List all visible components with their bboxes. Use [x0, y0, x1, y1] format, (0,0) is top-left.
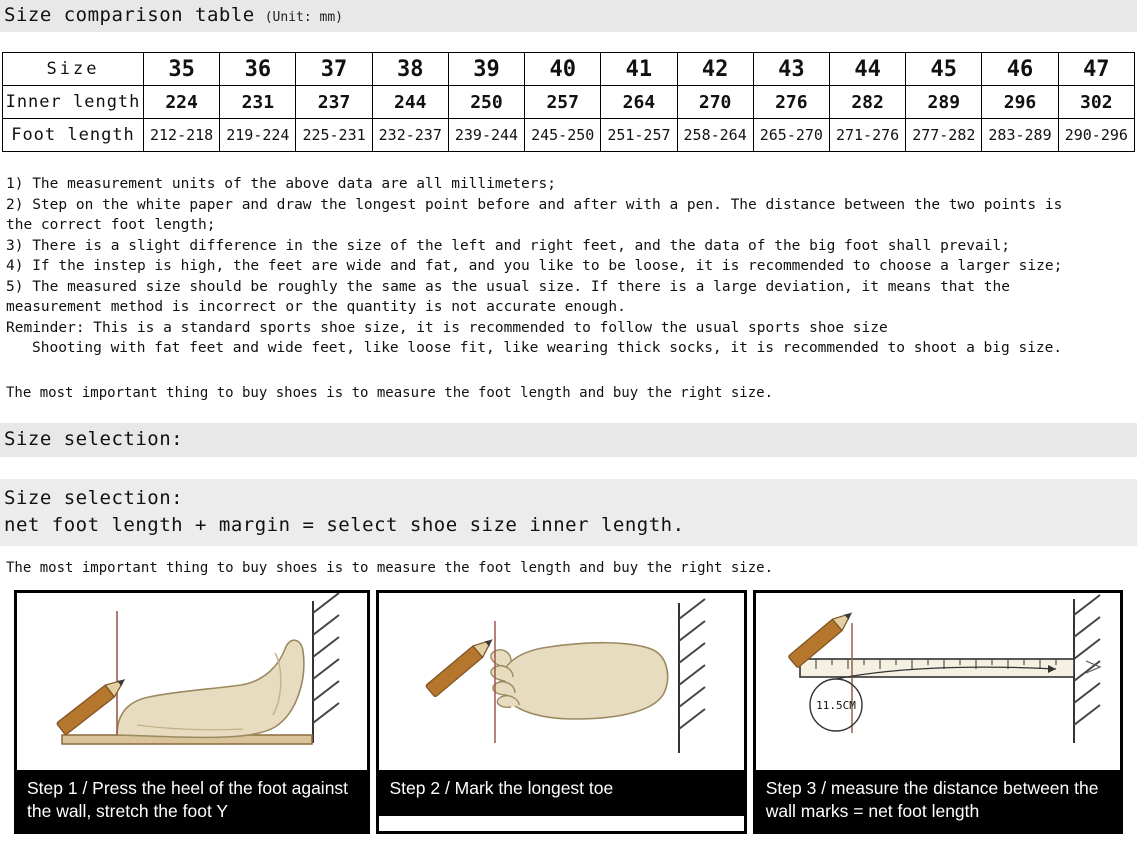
cell-foot-length: 265-270 — [753, 119, 829, 152]
cell-foot-length: 251-257 — [601, 119, 677, 152]
cell-size: 37 — [296, 53, 372, 86]
table-row — [3, 86, 1135, 119]
step-card-3 — [753, 590, 1123, 834]
cell-foot-length: 290-296 — [1058, 119, 1134, 152]
cell-inner-length: 289 — [906, 86, 982, 119]
note-line: Reminder: This is a standard sports shoe size, it is recommended to follow the usual sports shoe size — [6, 319, 888, 336]
cell-size: 44 — [829, 53, 905, 86]
steps-row — [0, 590, 1137, 834]
note-line: Shooting with fat feet and wide feet, like loose fit, like wearing thick socks, it is recommended to shoot a big size. — [32, 340, 1063, 356]
cell-inner-length: 276 — [753, 86, 829, 119]
unit-label: (Unit: mm) — [264, 10, 343, 25]
foot-against-wall-illustration — [17, 593, 367, 770]
size-selection-formula-block — [0, 479, 1137, 546]
cell-size: 40 — [525, 53, 601, 86]
ruler-measure-label: 11.5CM — [815, 698, 856, 712]
cell-size: 42 — [677, 53, 753, 86]
cell-inner-length: 237 — [296, 86, 372, 119]
cell-size: 45 — [906, 53, 982, 86]
size-comparison-table — [2, 52, 1135, 152]
note-line: 5) The measured size should be roughly the same as the usual size. If there is a large deviation, it means that the — [6, 278, 1010, 295]
tagline-repeat: The most important thing to buy shoes is to measure the foot length and buy the right size. — [6, 559, 774, 576]
cell-inner-length: 270 — [677, 86, 753, 119]
size-selection-formula: net foot length + margin = select shoe size inner length. — [4, 513, 685, 536]
note-line: measurement method is incorrect or the quantity is not accurate enough. — [6, 299, 626, 315]
cell-size: 43 — [753, 53, 829, 86]
note-line: 3) There is a slight difference in the size of the left and right feet, and the data of the big foot shall prevail; — [6, 237, 1010, 254]
step-card-1 — [14, 590, 370, 834]
note-line: 4) If the instep is high, the feet are wide and fat, and you like to be loose, it is recommended to choose a larger size; — [6, 258, 1063, 274]
step-1-caption: Step 1 / Press the heel of the foot against the wall, stretch the foot Y — [17, 770, 367, 831]
step-2-illustration — [379, 593, 743, 770]
step-1-illustration — [17, 593, 367, 770]
mark-longest-toe-illustration — [379, 593, 743, 770]
measurement-notes — [0, 174, 1137, 359]
cell-foot-length: 245-250 — [525, 119, 601, 152]
size-selection-heading: Size selection: — [4, 486, 184, 509]
cell-inner-length: 302 — [1058, 86, 1134, 119]
cell-inner-length: 224 — [144, 86, 220, 119]
cell-foot-length: 212-218 — [144, 119, 220, 152]
cell-inner-length: 282 — [829, 86, 905, 119]
note-line: 1) The measurement units of the above data are all millimeters; — [6, 176, 556, 192]
cell-foot-length: 219-224 — [220, 119, 296, 152]
cell-size: 47 — [1058, 53, 1134, 86]
tagline: The most important thing to buy shoes is to measure the foot length and buy the right size. — [6, 384, 774, 401]
cell-size: 36 — [220, 53, 296, 86]
step-card-2 — [376, 590, 746, 834]
cell-foot-length: 258-264 — [677, 119, 753, 152]
row-header-inner-length: Inner length — [3, 86, 144, 119]
cell-foot-length: 232-237 — [372, 119, 448, 152]
cell-size: 41 — [601, 53, 677, 86]
cell-foot-length: 225-231 — [296, 119, 372, 152]
cell-inner-length: 264 — [601, 86, 677, 119]
cell-inner-length: 231 — [220, 86, 296, 119]
table-row — [3, 53, 1135, 86]
size-selection-band: Size selection: — [0, 423, 1137, 457]
cell-foot-length: 283-289 — [982, 119, 1058, 152]
cell-size: 35 — [144, 53, 220, 86]
cell-inner-length: 250 — [448, 86, 524, 119]
step-3-illustration — [756, 593, 1120, 770]
note-line: 2) Step on the white paper and draw the longest point before and after with a pen. The distance between the two points is — [6, 196, 1063, 213]
step-3-caption: Step 3 / measure the distance between the wall marks = net foot length — [756, 770, 1120, 831]
cell-size: 39 — [448, 53, 524, 86]
page-title: Size comparison table — [4, 4, 255, 26]
cell-foot-length: 239-244 — [448, 119, 524, 152]
table-row — [3, 119, 1135, 152]
header-band — [0, 0, 1137, 32]
cell-inner-length: 257 — [525, 86, 601, 119]
size-table-wrapper — [0, 52, 1137, 152]
row-header-foot-length: Foot length — [3, 119, 144, 152]
note-line: the correct foot length; — [6, 217, 216, 233]
cell-inner-length: 296 — [982, 86, 1058, 119]
cell-inner-length: 244 — [372, 86, 448, 119]
cell-size: 38 — [372, 53, 448, 86]
measure-distance-illustration — [756, 593, 1120, 770]
cell-foot-length: 271-276 — [829, 119, 905, 152]
cell-size: 46 — [982, 53, 1058, 86]
row-header-size: Size — [3, 53, 144, 86]
step-2-caption: Step 2 / Mark the longest toe — [379, 770, 743, 816]
cell-foot-length: 277-282 — [906, 119, 982, 152]
